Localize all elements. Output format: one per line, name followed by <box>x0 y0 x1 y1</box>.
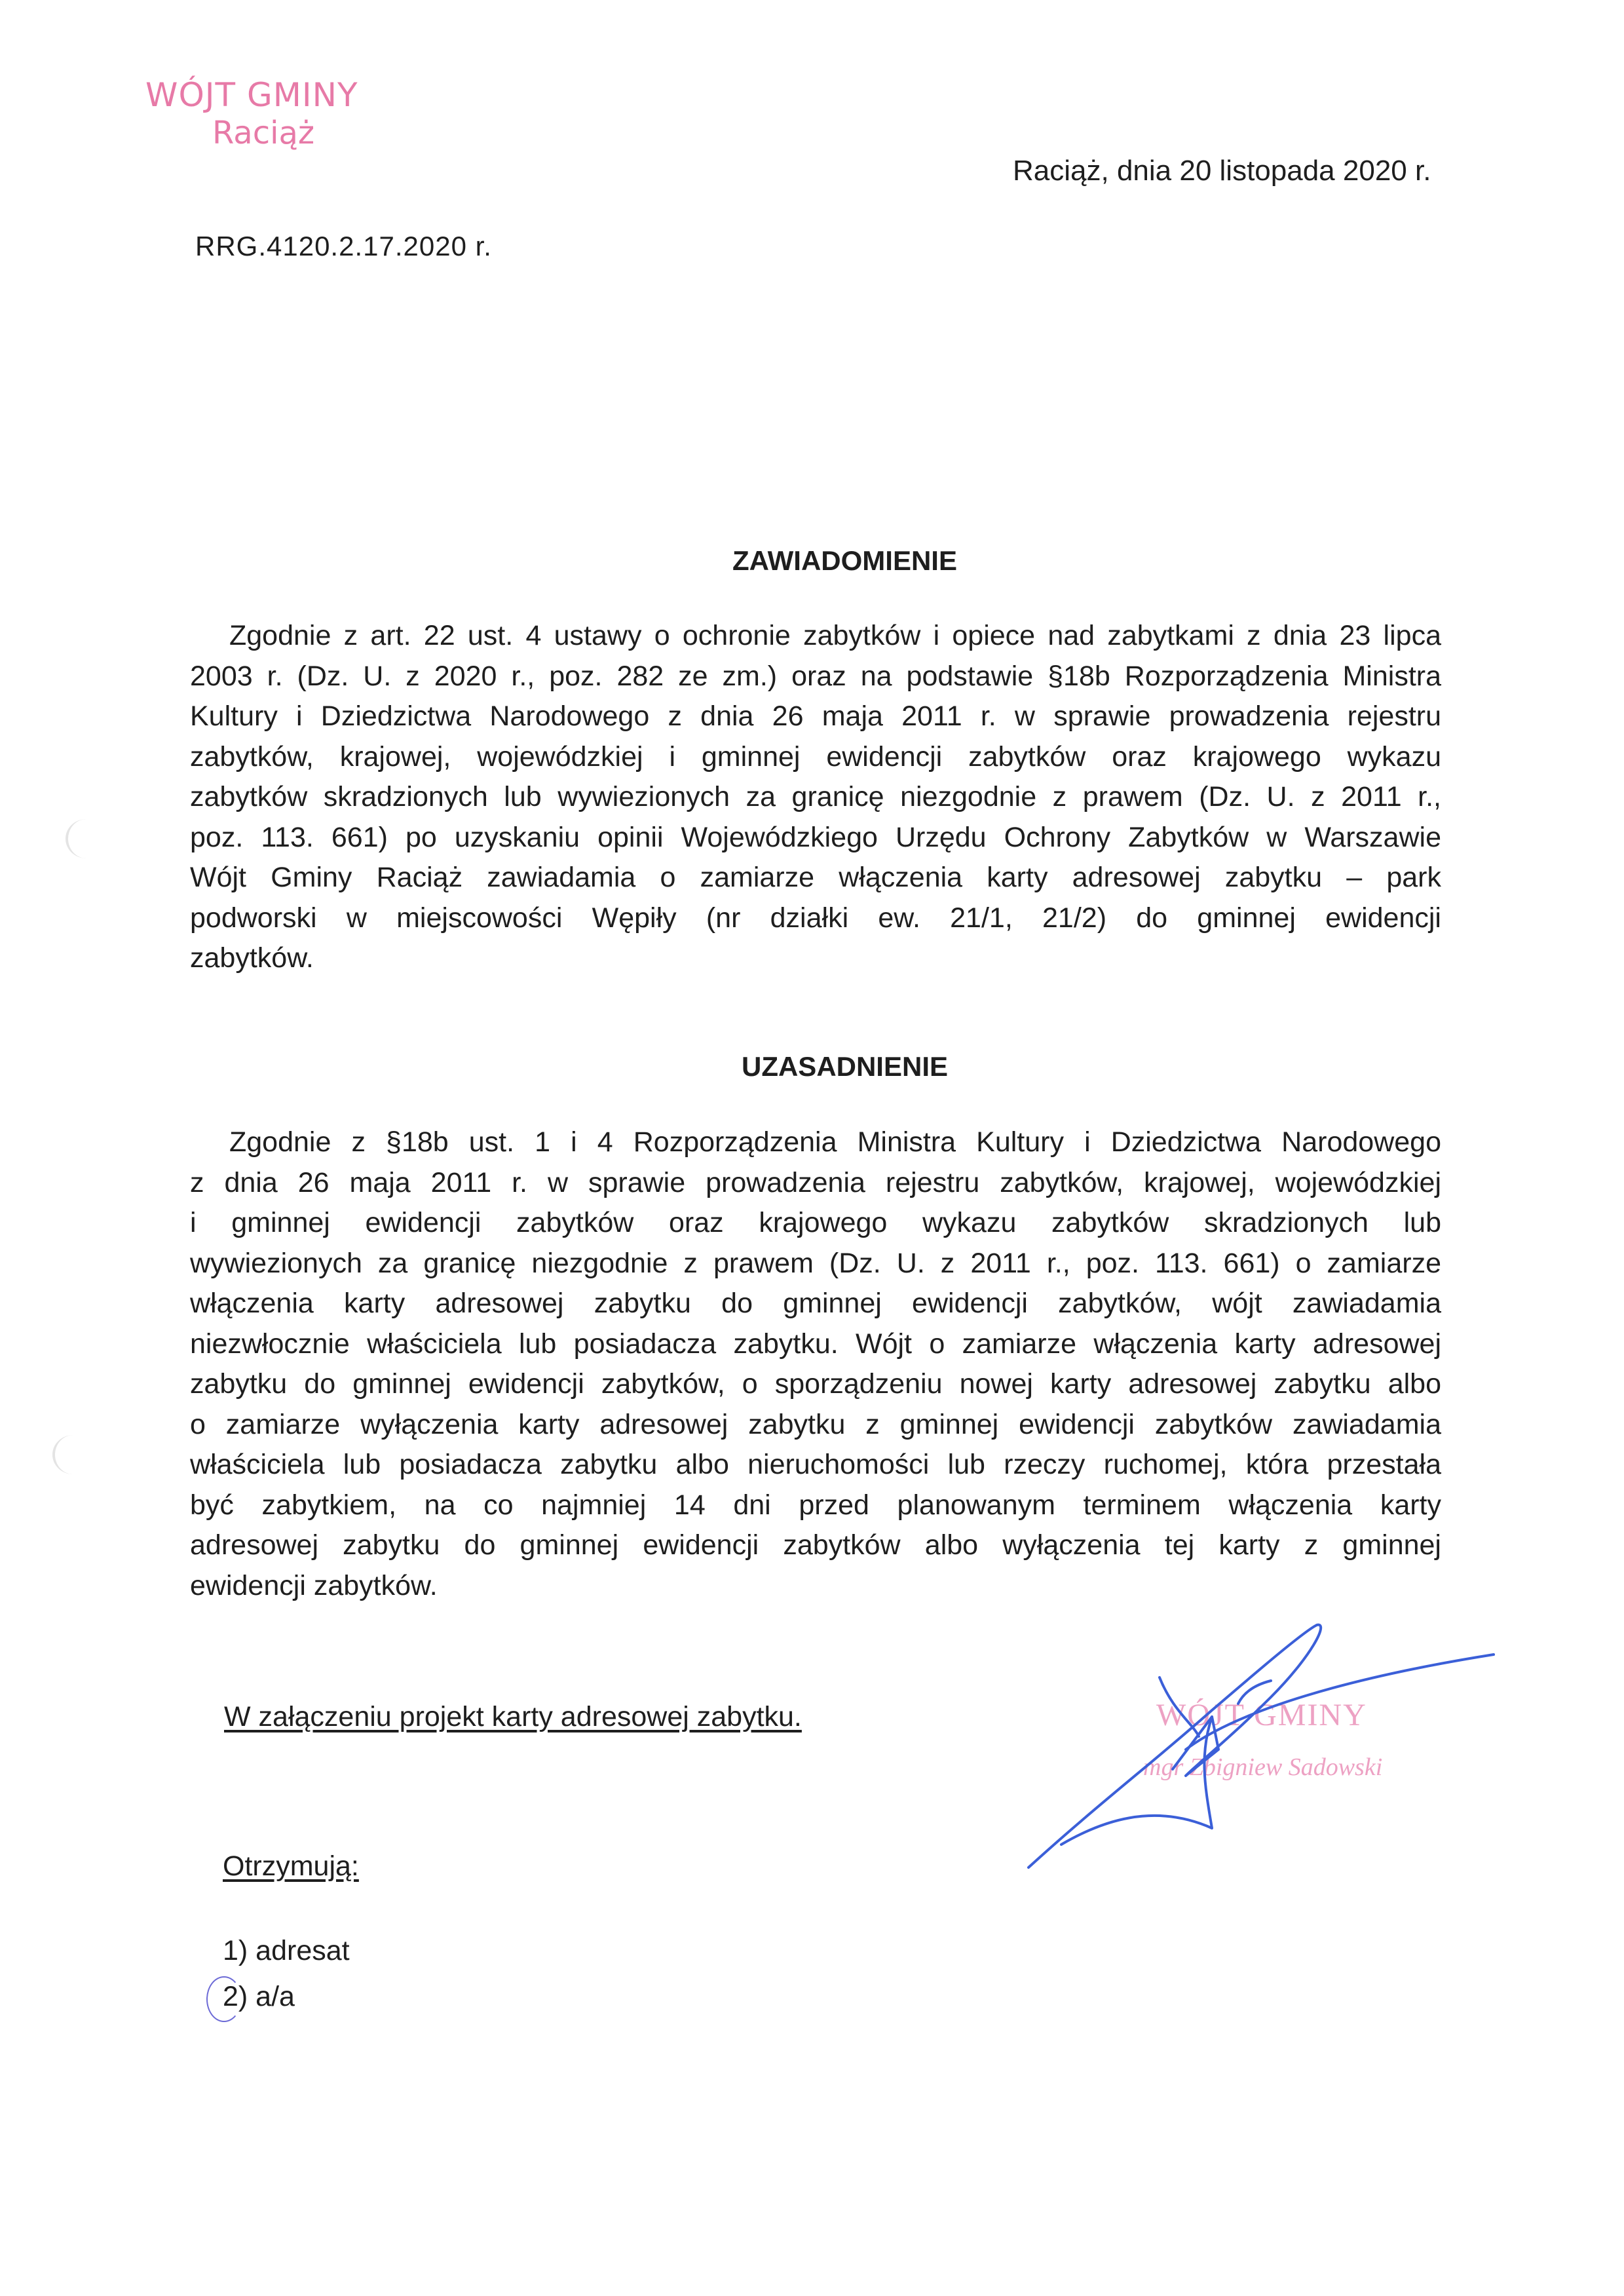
handwritten-signature-icon <box>1022 1605 1520 1881</box>
stamp-line-2: Raciąż <box>212 115 315 151</box>
text-line: niezwłocznie właściciela lub posiadacza zabytku. Wójt o zamiarze włączenia karty adresowej <box>190 1328 1441 1360</box>
justification-paragraph <box>190 1122 1441 1606</box>
text-line: Kultury i Dziedzictwa Narodowego z dnia 26 maja 2011 r. w sprawie prowadzenia rejestru <box>190 700 1441 732</box>
signature-stamp-name: mgr Zbigniew Sadowski <box>1143 1753 1383 1781</box>
place-date: Raciąż, dnia 20 listopada 2020 r. <box>1013 155 1431 187</box>
text-line: 2003 r. (Dz. U. z 2020 r., poz. 282 ze zm.) oraz na podstawie §18b Rozporządzenia Ministra <box>190 660 1441 692</box>
reference-number: RRG.4120.2.17.2020 r. <box>195 231 492 261</box>
text-line: właściciela lub posiadacza zabytku albo nieruchomości lub rzeczy ruchomej, która przestała <box>190 1449 1441 1480</box>
text-line: adresowej zabytku do gminnej ewidencji zabytków albo wyłączenia tej karty z gminnej <box>190 1529 1441 1561</box>
notice-paragraph <box>190 616 1441 979</box>
text-line: zabytku do gminnej ewidencji zabytków, o sporządzeniu nowej karty adresowej zabytku albo <box>190 1368 1441 1400</box>
recipient-item: 1) adresat <box>223 1935 350 1966</box>
text-line: wywiezionych za granicę niezgodnie z prawem (Dz. U. z 2011 r., poz. 113. 661) o zamiarze <box>190 1247 1441 1279</box>
recipient-item: 2) a/a <box>223 1981 295 2012</box>
stamp-line-1: WÓJT GMINY <box>145 76 358 114</box>
notice-title: ZAWIADOMIENIE <box>732 545 957 576</box>
text-line: ewidencji zabytków. <box>190 1569 438 1601</box>
text-line: Wójt Gminy Raciąż zawiadamia o zamiarze włączenia karty adresowej zabytku – park <box>190 862 1441 893</box>
recipients-label: Otrzymują: <box>223 1850 359 1882</box>
text-line: Zgodnie z §18b ust. 1 i 4 Rozporządzenia Ministra Kultury i Dziedzictwa Narodowego <box>229 1126 1441 1158</box>
text-line: o zamiarze wyłączenia karty adresowej zabytku z gminnej ewidencji zabytków zawiadamia <box>190 1408 1441 1440</box>
punch-hole-mark <box>66 819 107 858</box>
text-line: podworski w miejscowości Wępiły (nr działki ew. 21/1, 21/2) do gminnej ewidencji <box>190 902 1441 934</box>
text-line: z dnia 26 maja 2011 r. w sprawie prowadzenia rejestru zabytków, krajowej, wojewódzkiej <box>190 1166 1441 1198</box>
text-line: zabytków skradzionych lub wywiezionych za granicę niezgodnie z prawem (Dz. U. z 2011 r., <box>190 781 1441 813</box>
text-line: zabytków. <box>190 942 314 974</box>
justification-title: UZASADNIENIE <box>741 1051 949 1082</box>
office-stamp <box>145 75 358 151</box>
punch-hole-mark <box>52 1435 94 1474</box>
text-line: włączenia karty adresowej zabytku do gminnej ewidencji zabytków, wójt zawiadamia <box>190 1288 1441 1319</box>
attachment-note: W załączeniu projekt karty adresowej zabytku. <box>224 1701 802 1732</box>
handwritten-circle-icon <box>206 1976 242 2022</box>
text-line: i gminnej ewidencji zabytków oraz krajowego wykazu zabytków skradzionych lub <box>190 1207 1441 1238</box>
text-line: zabytków, krajowej, wojewódzkiej i gminnej ewidencji zabytków oraz krajowego wykazu <box>190 740 1441 773</box>
text-line: Zgodnie z art. 22 ust. 4 ustawy o ochronie zabytków i opiece nad zabytkami z dnia 23 lipca <box>229 620 1441 651</box>
signature-stamp-title: WÓJT GMINY <box>1156 1698 1367 1732</box>
text-line: być zabytkiem, na co najmniej 14 dni przed planowanym terminem włączenia karty <box>190 1489 1441 1521</box>
text-line: poz. 113. 661) po uzyskaniu opinii Wojewódzkiego Urzędu Ochrony Zabytków w Warszawie <box>190 821 1441 853</box>
recipients-list <box>223 1928 350 2019</box>
